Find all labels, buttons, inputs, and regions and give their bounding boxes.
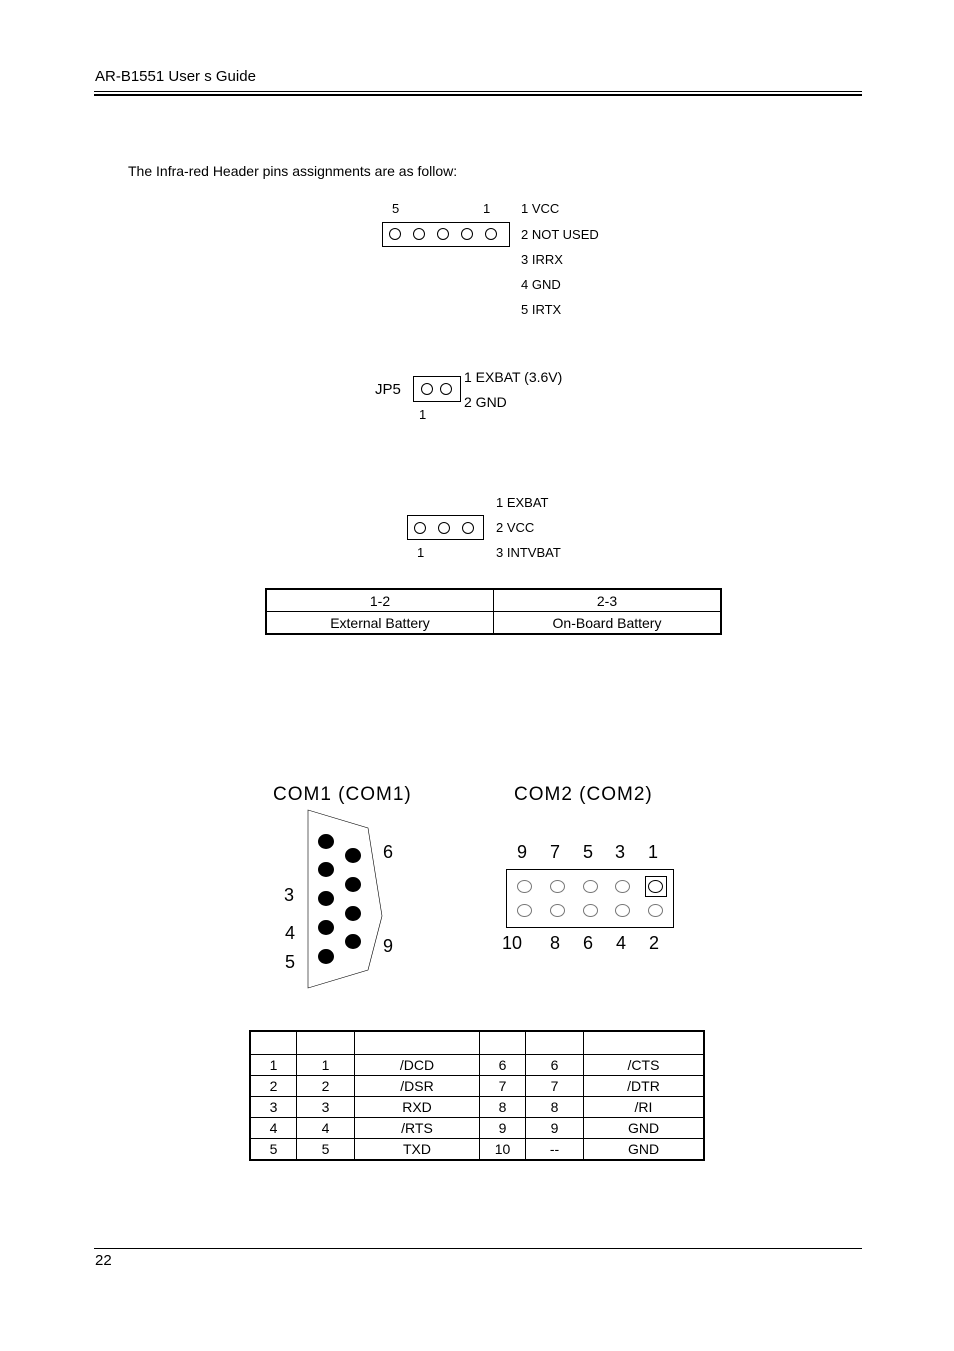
header-title: AR-B1551 User s Guide bbox=[95, 68, 256, 85]
pin-hole bbox=[440, 383, 452, 395]
battery-jumper-connector bbox=[407, 515, 484, 540]
table-cell: 8 bbox=[480, 1097, 526, 1118]
db9-pin bbox=[345, 934, 361, 949]
battery-jumper-pin-number: 1 bbox=[417, 545, 425, 560]
table-row bbox=[250, 1055, 704, 1076]
table-cell: -- bbox=[526, 1139, 584, 1161]
db9-pin bbox=[318, 891, 334, 906]
table-cell: 2 bbox=[297, 1076, 355, 1097]
pin-hole bbox=[550, 880, 565, 893]
table-header-cell bbox=[297, 1031, 355, 1055]
battery-jumper-pin-1: 1 EXBAT bbox=[496, 495, 549, 510]
ir-pin-4: 4 GND bbox=[521, 277, 561, 292]
com1-label-3: 3 bbox=[284, 885, 295, 905]
com2-top-number: 7 bbox=[550, 842, 561, 862]
pin-hole bbox=[583, 880, 598, 893]
table-cell: External Battery bbox=[266, 612, 494, 635]
db9-pin bbox=[318, 862, 334, 877]
table-cell: /DCD bbox=[355, 1055, 480, 1076]
table-cell: 4 bbox=[297, 1118, 355, 1139]
com2-bottom-number: 2 bbox=[649, 933, 660, 953]
table-cell: 2 bbox=[250, 1076, 297, 1097]
table-cell: 5 bbox=[297, 1139, 355, 1161]
battery-jumper-pin-3: 3 INTVBAT bbox=[496, 545, 561, 560]
com2-bottom-number: 6 bbox=[583, 933, 594, 953]
table-cell: 6 bbox=[526, 1055, 584, 1076]
table-row bbox=[266, 589, 721, 612]
table-cell: RXD bbox=[355, 1097, 480, 1118]
com2-top-number: 3 bbox=[615, 842, 626, 862]
header-rule-thick bbox=[94, 94, 862, 96]
pin-hole bbox=[485, 228, 497, 240]
com2-top-number: 9 bbox=[517, 842, 528, 862]
pin-hole bbox=[615, 880, 630, 893]
com2-bottom-number: 4 bbox=[616, 933, 627, 953]
pin-hole bbox=[517, 880, 532, 893]
ir-pin-5: 5 IRTX bbox=[521, 302, 562, 317]
table-header-cell bbox=[355, 1031, 480, 1055]
table-row bbox=[250, 1139, 704, 1161]
table-header-cell bbox=[584, 1031, 705, 1055]
pin-hole bbox=[550, 904, 565, 917]
table-row bbox=[250, 1118, 704, 1139]
db9-pin bbox=[318, 834, 334, 849]
table-cell: 7 bbox=[480, 1076, 526, 1097]
db9-pin bbox=[318, 949, 334, 964]
table-cell: 9 bbox=[480, 1118, 526, 1139]
ir-pin-2: 2 NOT USED bbox=[521, 227, 599, 242]
ir-pin-label-left: 5 bbox=[392, 201, 400, 216]
table-header-cell bbox=[250, 1031, 297, 1055]
table-cell: GND bbox=[584, 1139, 705, 1161]
table-cell: 8 bbox=[526, 1097, 584, 1118]
pin-hole bbox=[421, 383, 433, 395]
table-cell: 3 bbox=[250, 1097, 297, 1118]
jp5-pin-2: 2 GND bbox=[464, 394, 507, 410]
table-cell: 7 bbox=[526, 1076, 584, 1097]
jp5-label: JP5 bbox=[375, 381, 401, 398]
pin-hole bbox=[413, 228, 425, 240]
pin-hole bbox=[389, 228, 401, 240]
ir-pin-label-right: 1 bbox=[483, 201, 491, 216]
table-cell: /RI bbox=[584, 1097, 705, 1118]
com2-top-number: 5 bbox=[583, 842, 594, 862]
com2-bottom-number: 8 bbox=[550, 933, 561, 953]
db9-pin bbox=[345, 877, 361, 892]
ir-pin-3: 3 IRRX bbox=[521, 252, 563, 267]
com-pin-table bbox=[249, 1030, 705, 1161]
com1-label-9: 9 bbox=[383, 936, 394, 956]
com2-top-number: 1 bbox=[648, 842, 659, 862]
intro-text: The Infra-red Header pins assignments are as follow: bbox=[128, 163, 458, 179]
table-cell: GND bbox=[584, 1118, 705, 1139]
page-number: 22 bbox=[95, 1252, 112, 1269]
table-cell: 5 bbox=[250, 1139, 297, 1161]
table-header-cell bbox=[526, 1031, 584, 1055]
battery-table bbox=[265, 588, 722, 635]
pin-hole bbox=[583, 904, 598, 917]
pin-hole bbox=[648, 904, 663, 917]
table-cell: 1 bbox=[250, 1055, 297, 1076]
table-row bbox=[250, 1076, 704, 1097]
com2-bottom-number: 10 bbox=[502, 933, 523, 953]
table-cell: 4 bbox=[250, 1118, 297, 1139]
table-row bbox=[266, 612, 721, 635]
com1-label-6: 6 bbox=[383, 842, 394, 862]
db9-connector-outline bbox=[300, 808, 390, 990]
table-row bbox=[250, 1097, 704, 1118]
com2-header-connector bbox=[506, 869, 674, 928]
pin-hole bbox=[648, 880, 663, 893]
ir-connector bbox=[382, 222, 510, 247]
ir-pin-1: 1 VCC bbox=[521, 201, 560, 216]
com1-label-4: 4 bbox=[285, 923, 296, 943]
battery-jumper-pin-2: 2 VCC bbox=[496, 520, 535, 535]
jp5-pin-1: 1 EXBAT (3.6V) bbox=[464, 369, 563, 385]
table-header-cell bbox=[480, 1031, 526, 1055]
com2-title: COM2 (COM2) bbox=[514, 784, 653, 805]
table-cell: TXD bbox=[355, 1139, 480, 1161]
pin-hole bbox=[517, 904, 532, 917]
com1-label-5: 5 bbox=[285, 952, 296, 972]
table-header-cell: 1-2 bbox=[266, 589, 494, 612]
pin-hole bbox=[437, 228, 449, 240]
pin-hole bbox=[414, 522, 426, 534]
table-cell: 9 bbox=[526, 1118, 584, 1139]
pin-hole bbox=[615, 904, 630, 917]
table-cell: 6 bbox=[480, 1055, 526, 1076]
table-cell: 3 bbox=[297, 1097, 355, 1118]
jp5-pin-number: 1 bbox=[419, 407, 427, 422]
table-header-cell: 2-3 bbox=[494, 589, 722, 612]
table-cell: 10 bbox=[480, 1139, 526, 1161]
com1-title: COM1 (COM1) bbox=[273, 784, 412, 805]
db9-pin bbox=[345, 906, 361, 921]
table-cell: On-Board Battery bbox=[494, 612, 722, 635]
table-cell: 1 bbox=[297, 1055, 355, 1076]
db9-pin bbox=[318, 920, 334, 935]
pin-hole bbox=[461, 228, 473, 240]
header-rule bbox=[94, 91, 862, 92]
table-cell: /DTR bbox=[584, 1076, 705, 1097]
db9-pin bbox=[345, 848, 361, 863]
table-cell: /DSR bbox=[355, 1076, 480, 1097]
table-header-row bbox=[250, 1031, 704, 1055]
pin-hole bbox=[438, 522, 450, 534]
footer-rule bbox=[94, 1248, 862, 1249]
jp5-connector bbox=[413, 376, 461, 402]
pin-1-square bbox=[645, 876, 667, 897]
table-cell: /RTS bbox=[355, 1118, 480, 1139]
pin-hole bbox=[462, 522, 474, 534]
table-cell: /CTS bbox=[584, 1055, 705, 1076]
